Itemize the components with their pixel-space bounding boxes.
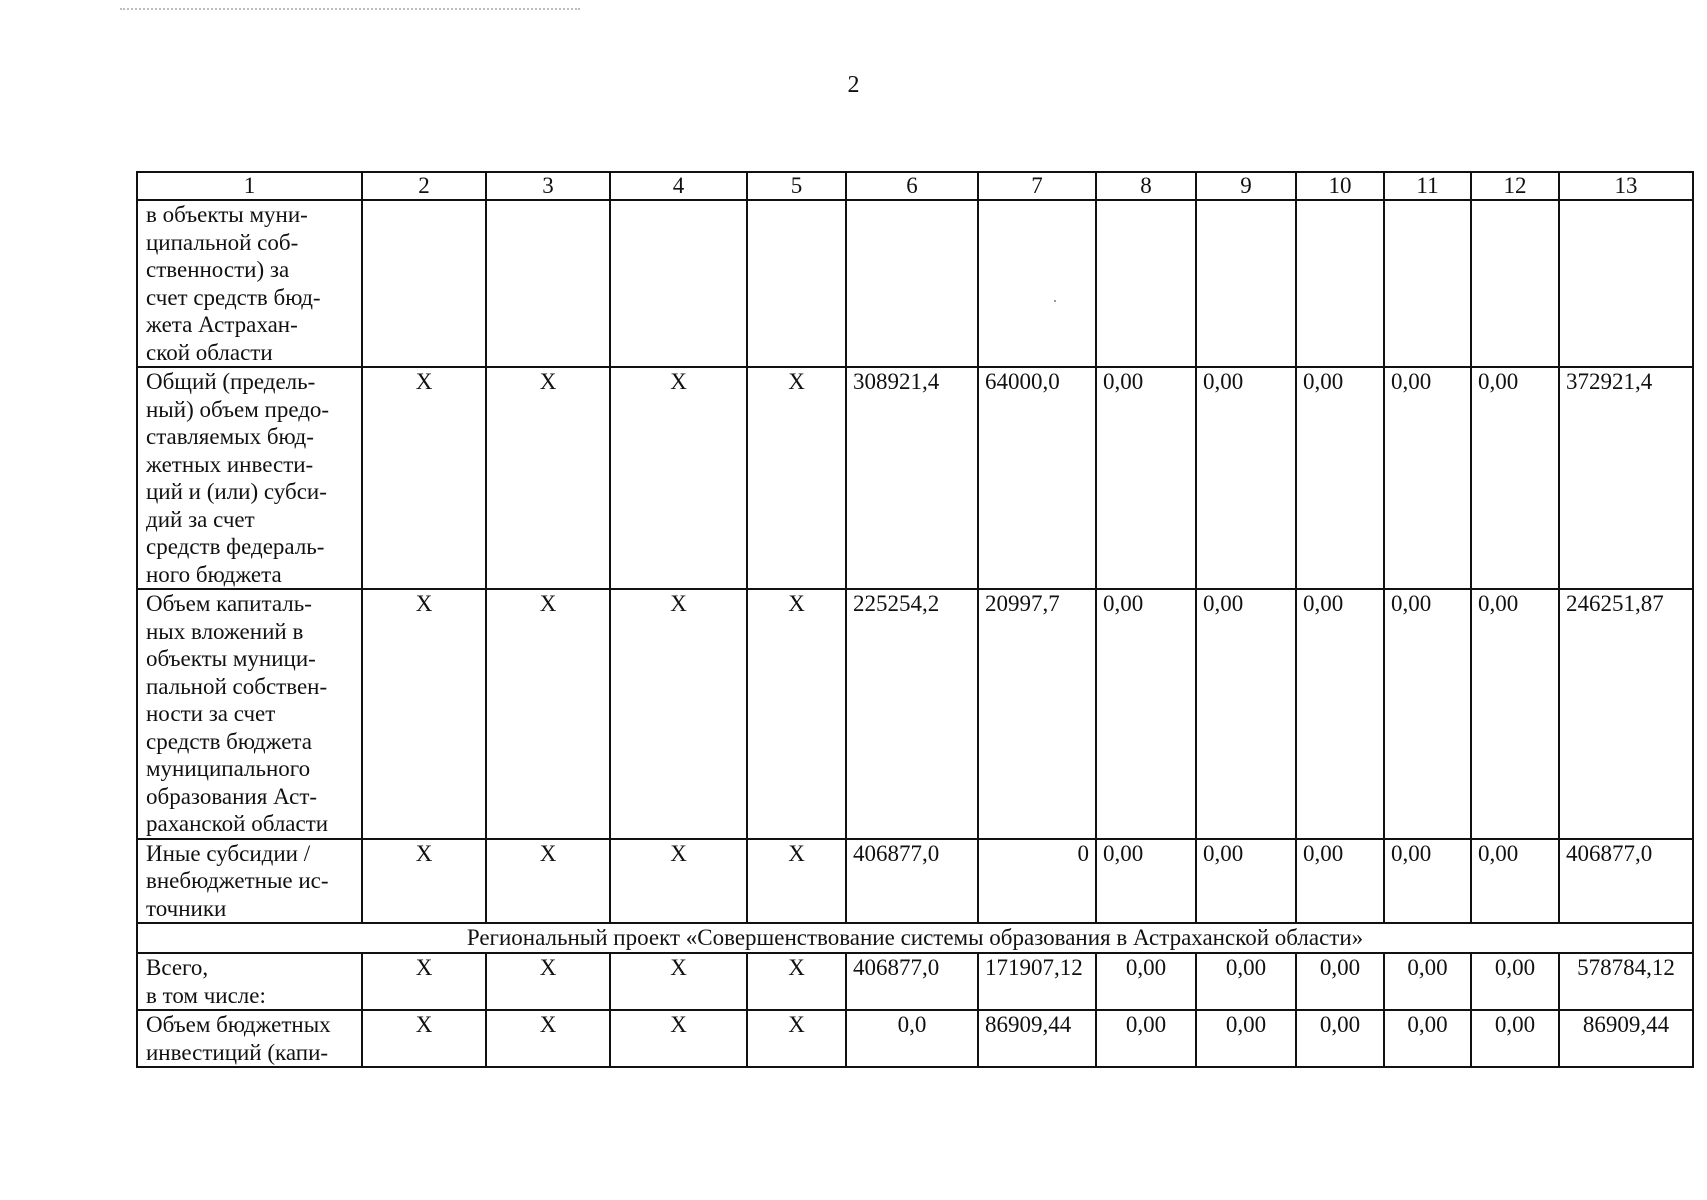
column-header-5: 5 — [747, 172, 846, 200]
row-label: Объем бюджетных инвестиций (капи- — [137, 1010, 362, 1067]
row-label: в объекты муни- ципальной соб- ственности) за счет средств бюд- жета Астрахан- ской области — [137, 200, 362, 367]
column-header-10: 10 — [1296, 172, 1384, 200]
x-mark-cell: X — [610, 367, 747, 589]
x-mark-cell: X — [747, 1010, 846, 1067]
x-mark-cell: X — [610, 953, 747, 1010]
value-cell-col-11: 0,00 — [1384, 953, 1471, 1010]
x-mark-cell — [486, 200, 610, 367]
x-mark-cell: X — [486, 1010, 610, 1067]
x-mark-cell: X — [362, 367, 486, 589]
table-row — [137, 589, 1693, 839]
value-cell-col-8: 0,00 — [1096, 589, 1196, 839]
scan-artifact — [120, 0, 580, 10]
x-mark-cell: X — [747, 367, 846, 589]
value-cell-col-12: 0,00 — [1471, 953, 1559, 1010]
value-cell-col-7: 64000,0 — [978, 367, 1096, 589]
value-cell-col-9: 0,00 — [1196, 953, 1296, 1010]
value-cell-col-7: 171907,12 — [978, 953, 1096, 1010]
page-number: 2 — [847, 72, 860, 98]
budget-table — [136, 171, 1694, 1068]
header-row — [137, 172, 1693, 200]
value-cell-col-8: 0,00 — [1096, 1010, 1196, 1067]
value-cell-col-7: 86909,44 — [978, 1010, 1096, 1067]
column-header-11: 11 — [1384, 172, 1471, 200]
value-cell-col-6: 406877,0 — [846, 953, 978, 1010]
value-cell-col-10: 0,00 — [1296, 953, 1384, 1010]
value-cell-col-9: 0,00 — [1196, 839, 1296, 924]
value-cell-col-13 — [1559, 200, 1693, 367]
column-header-2: 2 — [362, 172, 486, 200]
table-row — [137, 200, 1693, 367]
value-cell-col-12 — [1471, 200, 1559, 367]
x-mark-cell: X — [747, 953, 846, 1010]
x-mark-cell: X — [610, 839, 747, 924]
x-mark-cell: X — [486, 839, 610, 924]
value-cell-col-9: 0,00 — [1196, 367, 1296, 589]
x-mark-cell: X — [610, 1010, 747, 1067]
value-cell-col-9: 0,00 — [1196, 589, 1296, 839]
value-cell-col-6: 0,0 — [846, 1010, 978, 1067]
table-row — [137, 953, 1693, 1010]
x-mark-cell — [362, 200, 486, 367]
value-cell-col-10: 0,00 — [1296, 839, 1384, 924]
value-cell-col-13: 578784,12 — [1559, 953, 1693, 1010]
value-cell-col-6: 308921,4 — [846, 367, 978, 589]
x-mark-cell: X — [362, 839, 486, 924]
value-cell-col-8: 0,00 — [1096, 839, 1196, 924]
x-mark-cell: X — [362, 589, 486, 839]
value-cell-col-6: 225254,2 — [846, 589, 978, 839]
value-cell-col-11 — [1384, 200, 1471, 367]
row-label: Иные субсидии / внебюджетные ис- точники — [137, 839, 362, 924]
x-mark-cell — [610, 200, 747, 367]
project-title-row — [137, 923, 1693, 953]
value-cell-col-7: 20997,7 — [978, 589, 1096, 839]
value-cell-col-8: 0,00 — [1096, 953, 1196, 1010]
value-cell-col-13: 246251,87 — [1559, 589, 1693, 839]
value-cell-col-11: 0,00 — [1384, 1010, 1471, 1067]
row-label: Всего, в том числе: — [137, 953, 362, 1010]
value-cell-col-13: 372921,4 — [1559, 367, 1693, 589]
value-cell-col-6 — [846, 200, 978, 367]
column-header-8: 8 — [1096, 172, 1196, 200]
table-row — [137, 1010, 1693, 1067]
x-mark-cell: X — [362, 953, 486, 1010]
value-cell-col-10: 0,00 — [1296, 589, 1384, 839]
value-cell-col-6: 406877,0 — [846, 839, 978, 924]
value-cell-col-12: 0,00 — [1471, 839, 1559, 924]
value-cell-col-12: 0,00 — [1471, 367, 1559, 589]
value-cell-col-7 — [978, 200, 1096, 367]
value-cell-col-8: 0,00 — [1096, 367, 1196, 589]
value-cell-col-10: 0,00 — [1296, 367, 1384, 589]
x-mark-cell: X — [610, 589, 747, 839]
value-cell-col-10: 0,00 — [1296, 1010, 1384, 1067]
value-cell-col-8 — [1096, 200, 1196, 367]
table-row — [137, 839, 1693, 924]
value-cell-col-9: 0,00 — [1196, 1010, 1296, 1067]
column-header-7: 7 — [978, 172, 1096, 200]
value-cell-col-11: 0,00 — [1384, 367, 1471, 589]
value-cell-col-13: 86909,44 — [1559, 1010, 1693, 1067]
value-cell-col-12: 0,00 — [1471, 589, 1559, 839]
column-header-12: 12 — [1471, 172, 1559, 200]
x-mark-cell: X — [747, 839, 846, 924]
row-label: Объем капиталь- ных вложений в объекты муници- пальной собствен- ности за счет средств бюджета муниципального образования Аст- раханской области — [137, 589, 362, 839]
value-cell-col-7: 0 — [978, 839, 1096, 924]
column-header-9: 9 — [1196, 172, 1296, 200]
x-mark-cell — [747, 200, 846, 367]
x-mark-cell: X — [486, 589, 610, 839]
value-cell-col-11: 0,00 — [1384, 839, 1471, 924]
x-mark-cell: X — [486, 953, 610, 1010]
row-label: Общий (предель- ный) объем предо- ставляемых бюд- жетных инвести- ций и (или) субси- дий за счет средств федераль- ного бюджета — [137, 367, 362, 589]
column-header-4: 4 — [610, 172, 747, 200]
value-cell-col-10 — [1296, 200, 1384, 367]
value-cell-col-11: 0,00 — [1384, 589, 1471, 839]
column-header-6: 6 — [846, 172, 978, 200]
x-mark-cell: X — [486, 367, 610, 589]
column-header-3: 3 — [486, 172, 610, 200]
project-title: Региональный проект «Совершенствование системы образования в Астраханской области» — [137, 923, 1693, 953]
value-cell-col-12: 0,00 — [1471, 1010, 1559, 1067]
x-mark-cell: X — [747, 589, 846, 839]
table-row — [137, 367, 1693, 589]
column-header-13: 13 — [1559, 172, 1693, 200]
value-cell-col-9 — [1196, 200, 1296, 367]
column-header-1: 1 — [137, 172, 362, 200]
table-body — [137, 200, 1693, 1067]
x-mark-cell: X — [362, 1010, 486, 1067]
value-cell-col-13: 406877,0 — [1559, 839, 1693, 924]
